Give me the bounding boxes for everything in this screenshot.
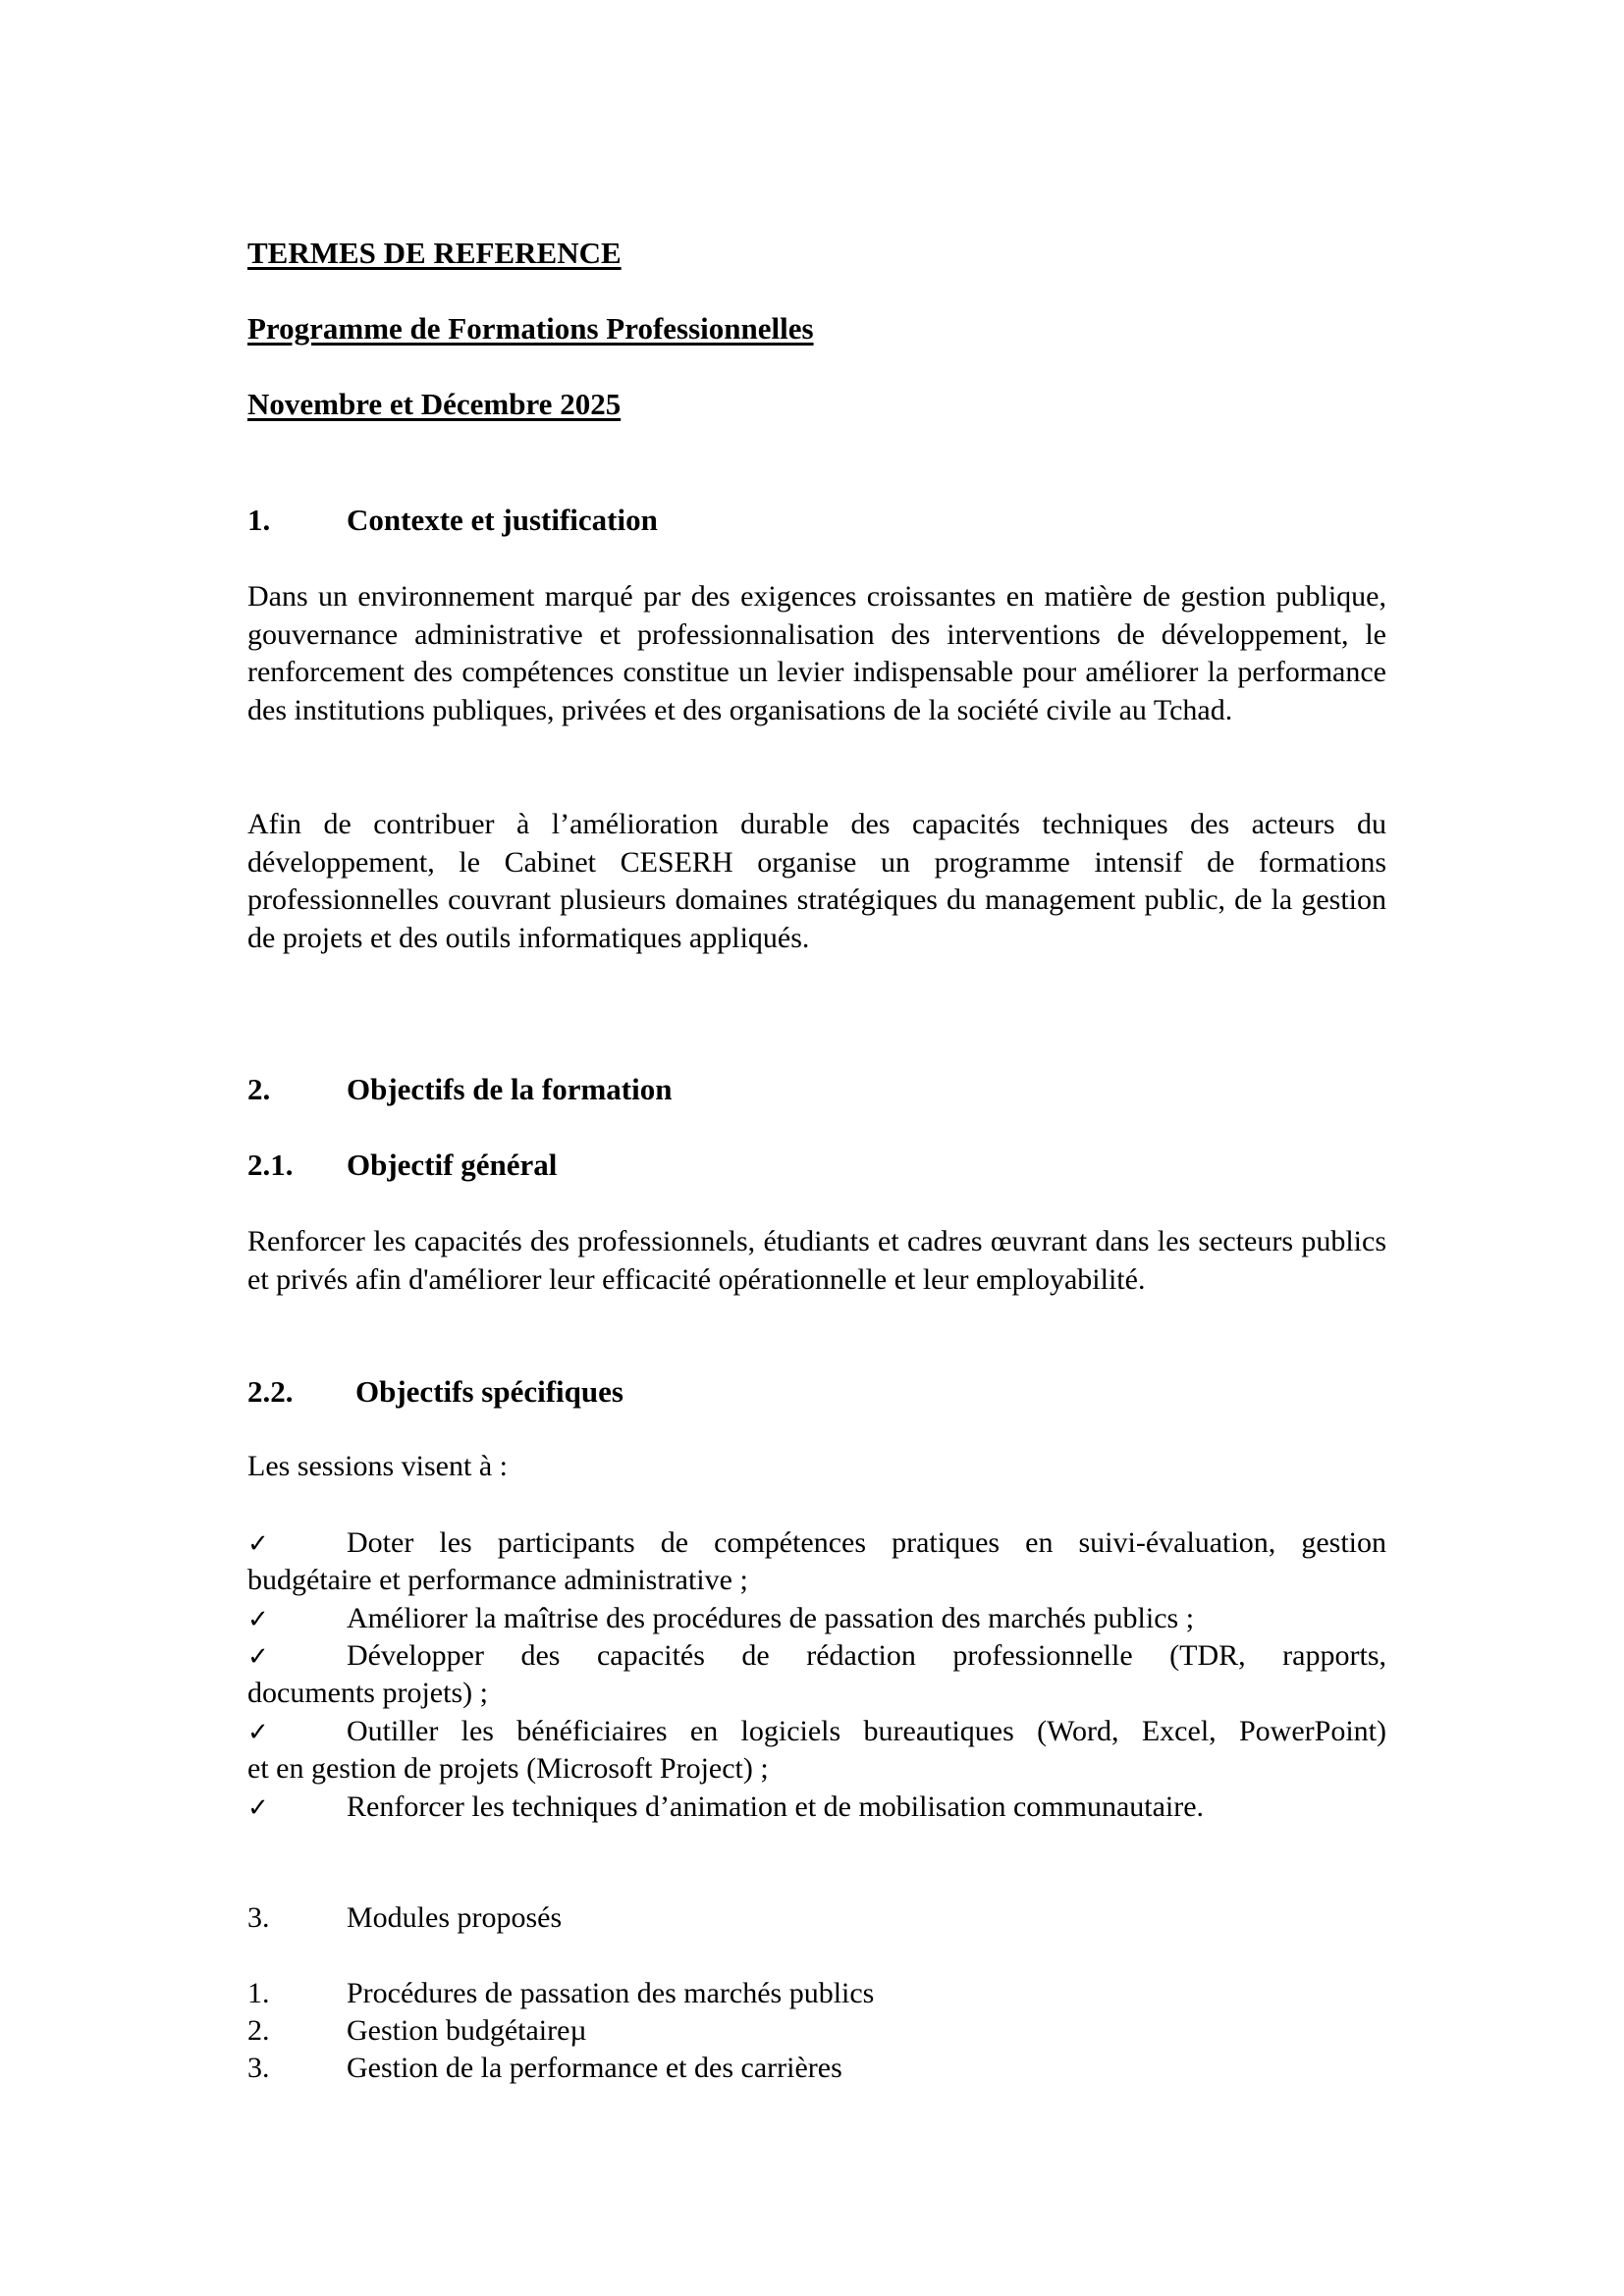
section-title: Modules proposés — [347, 1901, 563, 1934]
module-label: Procédures de passation des marchés publics — [347, 1977, 875, 2009]
section-2-2-heading — [247, 1374, 623, 1410]
document-period: Novembre et Décembre 2025 — [247, 387, 622, 421]
module-label: Gestion budgétaireµ — [347, 2014, 587, 2047]
objective-item — [247, 1524, 1386, 1563]
objective-item-continuation: documents projets) ; — [247, 1677, 488, 1709]
module-item — [247, 1977, 874, 2010]
section-number: 2. — [247, 1072, 271, 1106]
checkmark-icon: ✓ — [247, 1642, 269, 1672]
section-2-heading — [247, 1072, 672, 1107]
document-subtitle: Programme de Formations Professionnelles — [247, 311, 814, 346]
objective-text: Doter les participants de compétences pratiques en suivi-évaluation, gestion — [347, 1526, 1386, 1559]
section-3-heading — [247, 1901, 562, 1935]
objective-item — [247, 1713, 1386, 1751]
module-item — [247, 2014, 587, 2048]
document-title: TERMES DE REFERENCE — [247, 236, 622, 270]
checkmark-icon: ✓ — [247, 1529, 269, 1559]
module-number: 1. — [247, 1977, 270, 2009]
objective-item — [247, 1789, 1386, 1827]
module-item — [247, 2052, 842, 2085]
section-title: Objectifs de la formation — [347, 1072, 673, 1106]
section-1-paragraph-1: Dans un environnement marqué par des exigences croissantes en matière de gestion publique, gouvernance administrative et professionnalisation des interventions de développement, le renforcement des compétences constitue un levier indispensable pour améliorer la performance des institutions publiques, privées et des organisations de la société civile au Tchad. — [247, 580, 1386, 727]
subsection-title: Objectif général — [347, 1148, 558, 1182]
section-number: 3. — [247, 1901, 270, 1934]
objective-item-continuation: et en gestion de projets (Microsoft Project) ; — [247, 1752, 769, 1785]
objective-item — [247, 1637, 1386, 1676]
subsection-number: 2.1. — [247, 1148, 294, 1182]
section-2-1-paragraph: Renforcer les capacités des professionnels, étudiants et cadres œuvrant dans les secteurs publics et privés afin d'améliorer leur efficacité opérationnelle et leur employabilité. — [247, 1225, 1386, 1296]
objective-item-continuation: budgétaire et performance administrative ; — [247, 1564, 748, 1596]
section-2-1-heading — [247, 1148, 557, 1183]
module-number: 3. — [247, 2052, 270, 2084]
objective-text: Développer des capacités de rédaction professionnelle (TDR, rapports, — [347, 1639, 1386, 1672]
checkmark-icon: ✓ — [247, 1605, 269, 1634]
module-label: Gestion de la performance et des carrières — [347, 2052, 842, 2084]
objective-text: Améliorer la maîtrise des procédures de passation des marchés publics ; — [347, 1602, 1195, 1634]
section-title: Contexte et justification — [347, 503, 658, 537]
objective-item — [247, 1600, 1386, 1638]
section-number: 1. — [247, 503, 271, 537]
checkmark-icon: ✓ — [247, 1718, 269, 1747]
section-1-paragraph-2: Afin de contribuer à l’amélioration durable des capacités techniques des acteurs du développement, le Cabinet CESERH organise un programme intensif de formations professionnelles couvrant plusieurs domaines stratégiques du management public, de la gestion de projets et des outils informatiques appliqués. — [247, 808, 1386, 955]
subsection-number: 2.2. — [247, 1374, 294, 1409]
objectives-intro: Les sessions visent à : — [247, 1450, 508, 1482]
section-1-heading — [247, 503, 658, 538]
checkmark-icon: ✓ — [247, 1793, 269, 1823]
module-number: 2. — [247, 2014, 270, 2047]
objective-text: Outiller les bénéficiaires en logiciels bureautiques (Word, Excel, PowerPoint) — [347, 1715, 1386, 1747]
subsection-title: Objectifs spécifiques — [355, 1374, 623, 1409]
objective-text: Renforcer les techniques d’animation et de mobilisation communautaire. — [347, 1790, 1205, 1823]
